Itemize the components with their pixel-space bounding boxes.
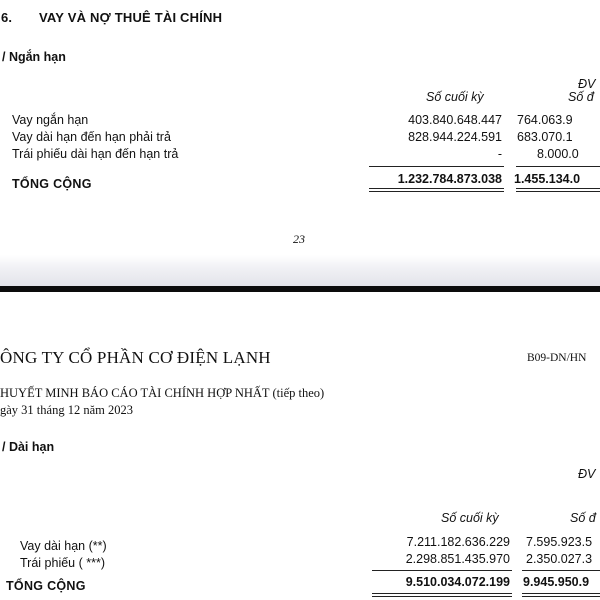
total-rule-end-top-1	[369, 188, 504, 189]
total-rule-end-top-2	[369, 191, 504, 192]
notes-title: HUYẾT MINH BÁO CÁO TÀI CHÍNH HỢP NHẤT (tiếp theo)	[0, 386, 325, 400]
row-end-value-current-portion-long-term-loans: 828.944.224.591	[408, 130, 502, 144]
section-heading	[1, 10, 222, 25]
total-rule-begin-top-1	[516, 188, 600, 189]
total-begin-value-bottom: 9.945.950.9	[523, 575, 590, 589]
company-name: ÔNG TY CỔ PHẦN CƠ ĐIỆN LẠNH	[0, 348, 271, 367]
subsection-title-long-term: / Dài hạn	[2, 440, 55, 454]
subtotal-rule-end-bottom	[372, 570, 512, 571]
page-number: 23	[293, 232, 305, 246]
row-end-value-long-term-loans: 7.211.182.636.229	[406, 535, 510, 549]
subsection-title-short-term: / Ngắn hạn	[2, 50, 66, 64]
row-label-bonds: Trái phiếu ( ***)	[20, 556, 105, 570]
page-divider-bar	[0, 286, 600, 292]
subtotal-rule-begin-bottom	[522, 570, 600, 571]
total-rule-begin-bottom-1	[522, 593, 600, 594]
page-edge-shadow	[0, 255, 600, 286]
total-end-value-top: 1.232.784.873.038	[397, 172, 502, 186]
row-label-long-term-loans: Vay dài hạn (**)	[20, 539, 107, 553]
total-rule-end-bottom-1	[372, 593, 512, 594]
row-end-value-bonds: 2.298.851.435.970	[405, 552, 510, 566]
notes-date: gày 31 tháng 12 năm 2023	[0, 403, 133, 417]
total-end-value-bottom: 9.510.034.072.199	[405, 575, 510, 589]
row-begin-value-current-portion-bonds: 8.000.0	[537, 147, 579, 161]
unit-label-top: ĐV	[578, 77, 596, 91]
row-label-short-term-loans: Vay ngắn hạn	[12, 113, 89, 127]
subtotal-rule-begin-top	[516, 166, 600, 167]
subtotal-rule-end-top	[369, 166, 504, 167]
total-rule-begin-bottom-2	[522, 596, 600, 597]
total-rule-end-bottom-2	[372, 596, 512, 597]
column-header-begin-period-bottom: Số đ	[570, 511, 596, 525]
row-begin-value-bonds: 2.350.027.3	[526, 552, 593, 566]
section-title: VAY VÀ NỢ THUÊ TÀI CHÍNH	[39, 10, 223, 25]
row-begin-value-current-portion-long-term-loans: 683.070.1	[517, 130, 573, 144]
row-end-value-short-term-loans: 403.840.648.447	[408, 113, 502, 127]
row-label-current-portion-bonds: Trái phiếu dài hạn đến hạn trả	[12, 147, 179, 161]
column-header-begin-period-top: Số đ	[568, 90, 594, 104]
unit-label-bottom: ĐV	[578, 467, 596, 481]
total-begin-value-top: 1.455.134.0	[514, 172, 581, 186]
total-rule-begin-top-2	[516, 191, 600, 192]
row-begin-value-long-term-loans: 7.595.923.5	[526, 535, 593, 549]
row-label-current-portion-long-term-loans: Vay dài hạn đến hạn phải trả	[12, 130, 171, 144]
total-label-top: TỔNG CỘNG	[12, 177, 92, 191]
row-end-value-current-portion-bonds: -	[497, 147, 502, 161]
section-number: 6.	[1, 10, 13, 25]
column-header-end-period-bottom: Số cuối kỳ	[441, 511, 499, 525]
form-code: B09-DN/HN	[527, 352, 587, 364]
column-header-end-period-top: Số cuối kỳ	[426, 90, 484, 104]
row-begin-value-short-term-loans: 764.063.9	[517, 113, 573, 127]
total-label-bottom: TỔNG CỘNG	[6, 579, 86, 593]
